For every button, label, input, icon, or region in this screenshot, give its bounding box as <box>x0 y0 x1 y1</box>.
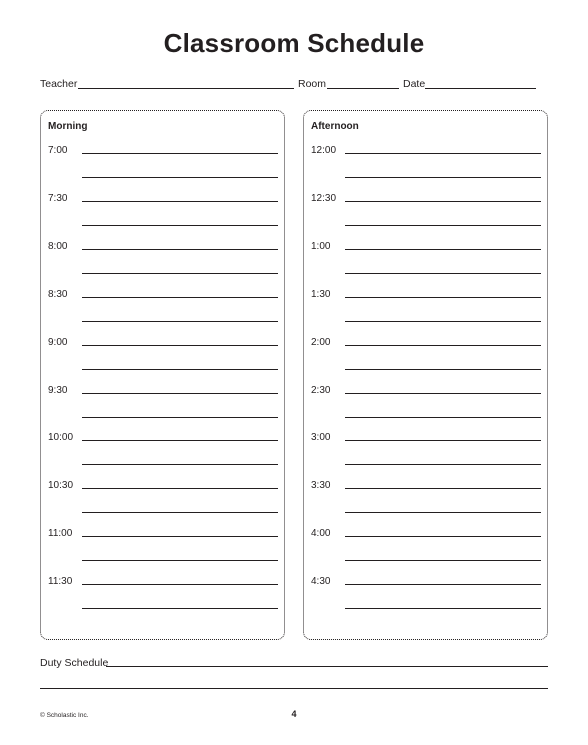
writing-line <box>82 393 278 394</box>
writing-line <box>345 440 541 441</box>
time-label: 11:30 <box>48 576 73 588</box>
date-blank <box>425 88 536 89</box>
time-slot <box>304 337 547 385</box>
time-slot <box>304 576 547 624</box>
writing-line <box>82 153 278 154</box>
writing-line <box>82 440 278 441</box>
writing-line <box>345 177 541 178</box>
writing-line <box>82 512 278 513</box>
copyright-notice: © Scholastic Inc. <box>40 712 89 719</box>
time-slot <box>304 432 547 480</box>
writing-line <box>82 201 278 202</box>
morning-title: Morning <box>48 121 88 132</box>
date-label: Date <box>403 78 426 90</box>
writing-line <box>345 369 541 370</box>
time-label: 2:30 <box>311 384 331 396</box>
writing-line <box>345 153 541 154</box>
duty-blank-line <box>106 666 548 667</box>
time-label: 8:30 <box>48 288 68 300</box>
afternoon-title: Afternoon <box>311 121 359 132</box>
writing-line <box>345 249 541 250</box>
writing-line <box>345 417 541 418</box>
time-label: 3:00 <box>311 432 331 444</box>
writing-line <box>345 536 541 537</box>
time-label: 9:30 <box>48 384 68 396</box>
writing-line <box>82 369 278 370</box>
time-slot <box>41 576 284 624</box>
time-slot <box>304 385 547 433</box>
time-label: 7:00 <box>48 145 68 156</box>
time-slot <box>41 289 284 337</box>
time-slot <box>304 193 547 241</box>
time-label: 4:30 <box>311 576 331 588</box>
time-label: 3:30 <box>311 480 331 492</box>
writing-line <box>82 177 278 178</box>
writing-line <box>345 225 541 226</box>
afternoon-panel <box>303 110 548 640</box>
morning-panel <box>40 110 285 640</box>
time-label: 4:00 <box>311 528 331 540</box>
time-slot <box>41 528 284 576</box>
room-blank <box>327 88 399 89</box>
time-slot <box>304 480 547 528</box>
time-slot <box>41 145 284 193</box>
writing-line <box>82 321 278 322</box>
time-label: 1:30 <box>311 288 331 300</box>
time-label: 2:00 <box>311 336 331 348</box>
duty-schedule-label: Duty Schedule <box>40 657 109 669</box>
writing-line <box>345 608 541 609</box>
time-slot <box>41 193 284 241</box>
time-label: 11:00 <box>48 528 73 540</box>
page-title: Classroom Schedule <box>163 28 425 58</box>
time-slot <box>41 241 284 289</box>
writing-line <box>82 297 278 298</box>
time-label: 9:00 <box>48 336 68 348</box>
time-label: 10:30 <box>48 480 74 492</box>
writing-line <box>345 321 541 322</box>
writing-line <box>82 345 278 346</box>
writing-line <box>345 584 541 585</box>
duty-schedule <box>40 657 548 691</box>
writing-line <box>82 417 278 418</box>
time-slot <box>304 241 547 289</box>
writing-line <box>82 273 278 274</box>
info-row <box>40 78 540 92</box>
writing-line <box>82 536 278 537</box>
time-slot <box>41 480 284 528</box>
writing-line <box>345 201 541 202</box>
time-slot <box>41 337 284 385</box>
time-slot <box>304 289 547 337</box>
writing-line <box>345 464 541 465</box>
writing-line <box>82 560 278 561</box>
writing-line <box>82 608 278 609</box>
writing-line <box>345 273 541 274</box>
teacher-blank <box>78 88 294 89</box>
writing-line <box>82 488 278 489</box>
time-label: 12:30 <box>311 192 337 204</box>
time-label: 12:00 <box>311 145 337 156</box>
time-slot <box>304 528 547 576</box>
time-label: 8:00 <box>48 240 68 252</box>
writing-line <box>345 345 541 346</box>
time-slot <box>41 385 284 433</box>
duty-blank-line <box>40 688 548 689</box>
writing-line <box>82 249 278 250</box>
time-slot <box>304 145 547 193</box>
writing-line <box>345 297 541 298</box>
writing-line <box>345 560 541 561</box>
time-label: 10:00 <box>48 432 74 444</box>
writing-line <box>345 512 541 513</box>
time-label: 1:00 <box>311 240 331 252</box>
writing-line <box>82 584 278 585</box>
writing-line <box>345 393 541 394</box>
time-label: 7:30 <box>48 192 68 204</box>
teacher-label: Teacher <box>40 78 78 90</box>
time-slot <box>41 432 284 480</box>
page-number: 4 <box>291 709 297 719</box>
writing-line <box>82 225 278 226</box>
room-label: Room <box>298 78 327 90</box>
writing-line <box>345 488 541 489</box>
writing-line <box>82 464 278 465</box>
